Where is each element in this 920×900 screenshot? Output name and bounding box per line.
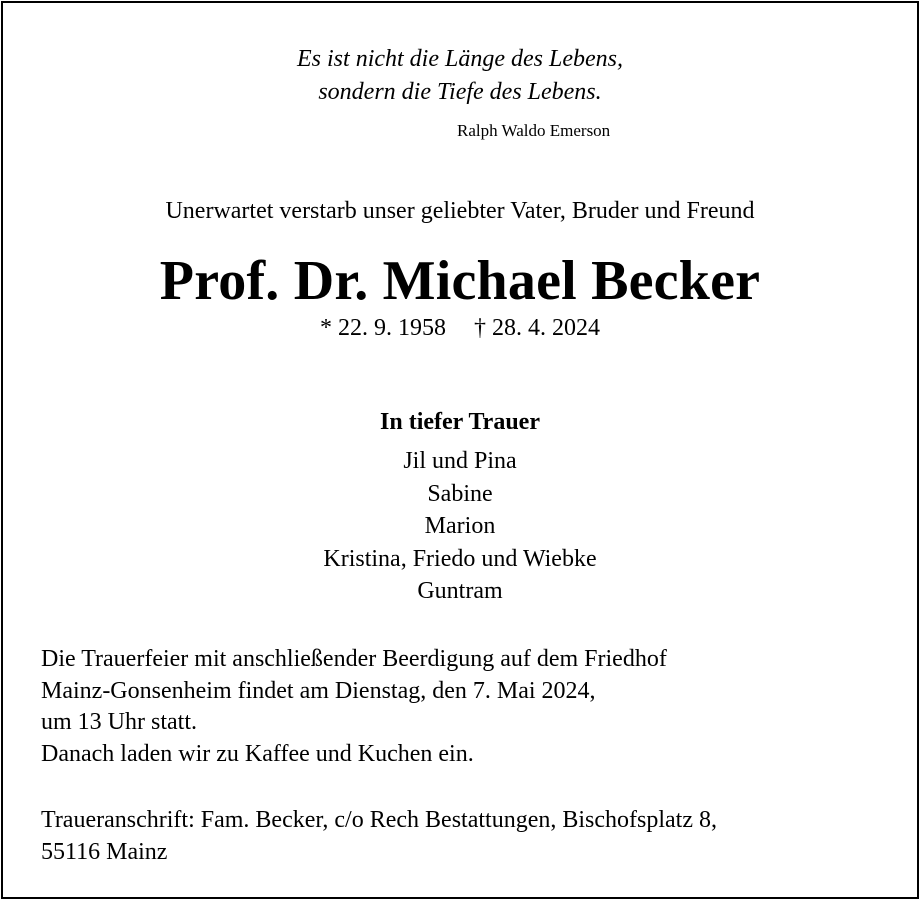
obituary-notice [1,1,919,899]
ceremony-line: um 13 Uhr statt. [41,709,197,735]
quote [3,43,917,109]
deceased-name: Prof. Dr. Michael Becker [159,250,761,312]
birth-date: * 22. 9. 1958 [320,315,446,341]
ceremony-line: Mainz-Gonsenheim findet am Dienstag, den 7. Mai 2024, [41,677,596,704]
death-date: † 28. 4. 2024 [474,315,600,341]
mourners-list [3,445,917,608]
quote-author: Ralph Waldo Emerson [457,121,611,140]
life-dates [3,313,917,343]
mourner-name: Jil und Pina [403,448,517,474]
intro-text: Unerwartet verstarb unser geliebter Vater, Bruder und Freund [165,198,755,224]
address-line: 55116 Mainz [41,838,168,865]
mourner-name: Sabine [427,480,493,507]
mourning-address [41,805,901,868]
address-line: Traueranschrift: Fam. Becker, c/o Rech Bestattungen, Bischofsplatz 8, [41,807,717,833]
mourners-heading: In tiefer Trauer [380,409,540,435]
mourner-name: Kristina, Friedo und Wiebke [323,545,597,572]
quote-line: sondern die Tiefe des Lebens. [318,79,602,105]
quote-line: Es ist nicht die Länge des Lebens, [297,46,623,72]
ceremony-info [41,644,901,770]
mourner-name: Marion [424,513,496,539]
ceremony-line: Danach laden wir zu Kaffee und Kuchen ein. [41,740,474,767]
mourner-name: Guntram [417,578,503,604]
ceremony-line: Die Trauerfeier mit anschließender Beerdigung auf dem Friedhof [41,646,667,672]
